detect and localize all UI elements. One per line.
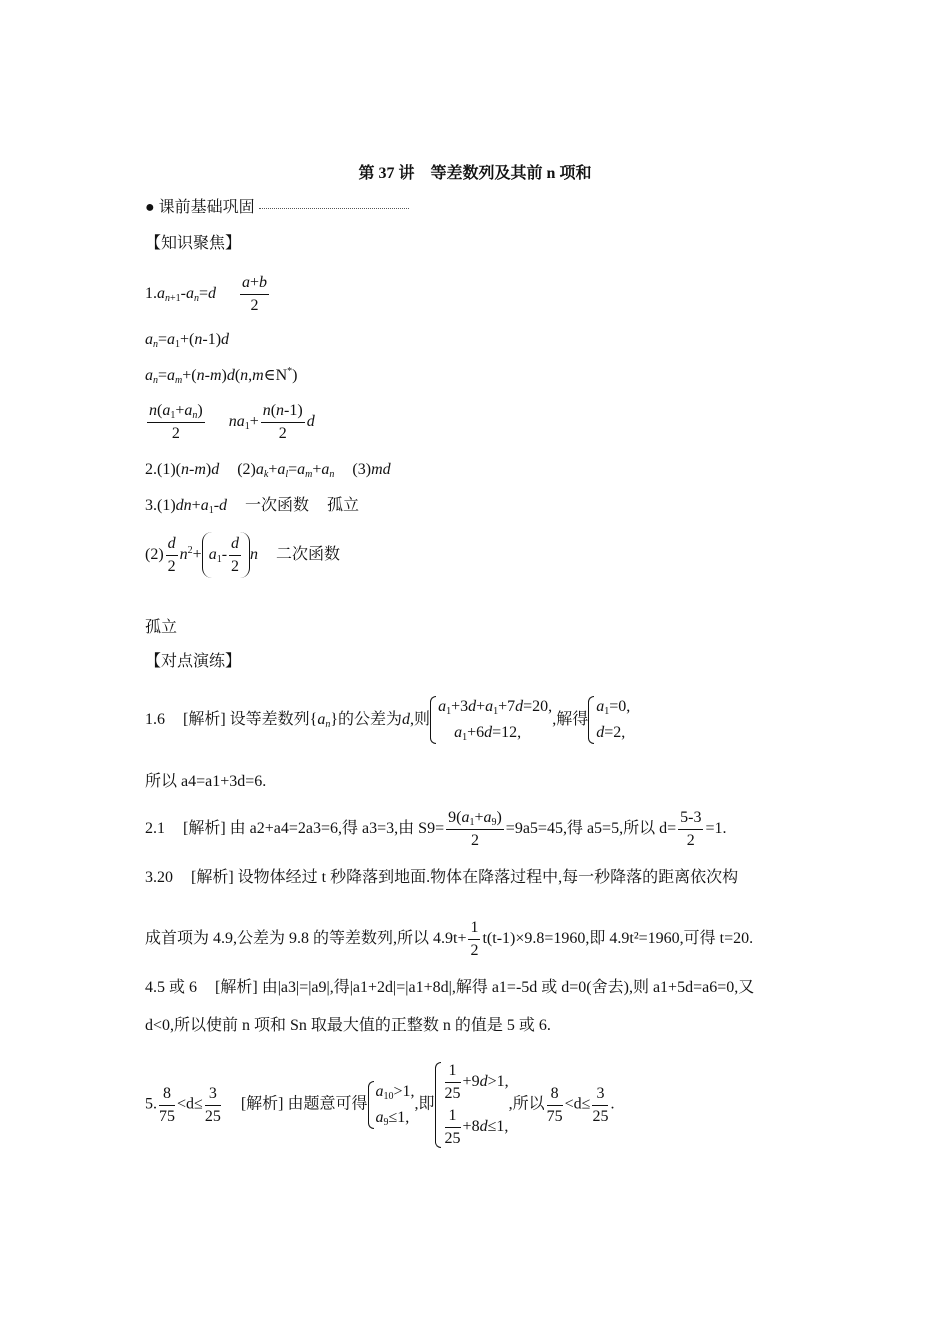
practice-4-line-2: d<0,所以使前 n 项和 Sn 取最大值的正整数 n 的值是 5 或 6. (145, 1017, 551, 1034)
solution-brace: $a_1=0$, d=2, (588, 694, 630, 746)
knowledge-item-3-2: (2) $\frac{d}{2}$ $n^2+ a_1-$ $\frac{d}{2}$ n 二次函数 (145, 532, 340, 578)
knowledge-item-2: 2.(1)(n-m)d $(2)a_k+a_l=a_m+a_n$ (3)md (145, 461, 391, 480)
system-brace: $a_1+3d+a_1+7d=20$, $a_1+6d=12$, (430, 694, 552, 746)
knowledge-isolated: 孤立 (145, 619, 178, 636)
practice-3-line-1: 3.20 [解析] 设物体经过 t 秒降落到地面.物体在降落过程中,每一秒降落的距离依次构 (145, 869, 739, 886)
practice-2: 2.1 [解析] 由 a2+a4=2a3=6,得 a3=3,由 S9= $\frac{9(a_1+a_9)}{2}$ =9a5=45,得 a5=5,所以 d= $\frac{5-3}{2}$ =1. (145, 808, 727, 849)
knowledge-item-1: $1.a_{n+1}-a_n=d$ $\frac{a+b}{2}$ (145, 274, 268, 314)
formula-general-term: $a_n=a_1+(n-1)d$ (145, 331, 230, 350)
inequality-brace: $\frac{1}{25}$ +9d>1, $\frac{1}{25}$ +8d≤1, (435, 1060, 509, 1150)
page-title: 第 37 讲 等差数列及其前 n 项和 (358, 165, 592, 182)
section-heading: ● 课前基础巩固 (145, 198, 409, 218)
knowledge-heading: 【知识聚焦】 (145, 235, 242, 252)
practice-1-conclusion: 所以 a4=a1+3d=6. (145, 773, 267, 790)
formula-sum: $\frac{n(a_1+a_n)}{2}$ $na_1+$ $\frac{n(n-1)}{2}$ d (149, 401, 315, 442)
condition-brace: $a_{10}>1$, $a_9\le 1$, (368, 1079, 415, 1131)
practice-1: 1.6 [解析] 设等差数列$\{a_n\}$的公差为d,则 $a_1+3d+a_1+7d=20$, $a_1+6d=12$, ,解得 $a_1=0$, d=2, (145, 692, 630, 748)
formula-general-term-m: $a_n=a_m+(n-m)d(n,m\in N^*)$ (145, 366, 298, 386)
practice-heading: 【对点演练】 (145, 653, 242, 670)
dotted-leader (259, 208, 409, 209)
practice-4-line-1: 4.5 或 6 [解析] 由|a3|=|a9|,得|a1+2d|=|a1+8d|,解得 a1=-5d 或 d=0(舍去),则 a1+5d=a6=0,又 (145, 979, 755, 996)
knowledge-item-3: $3.(1)dn+a_1-d$ 一次函数 孤立 (145, 497, 360, 516)
practice-3-line-2: 成首项为 4.9,公差为 9.8 的等差数列,所以 4.9t+ $\frac{1}{2}$ t(t-1)×9.8=1960,即 4.9t²=1960,可得 t=20. (145, 918, 754, 959)
practice-5: 5. $\frac{8}{75}$ <d≤ $\frac{3}{25}$ [解析] 由题意可得 $a_{10}>1$, $a_9\le 1$, ,即 $\frac{1}{25}$ +9d>1, $\frac{1}{25}$ +8d≤1, ,所以 $\frac{8}{75}$ <d≤ $\frac{3}{25}$ . (145, 1060, 614, 1150)
